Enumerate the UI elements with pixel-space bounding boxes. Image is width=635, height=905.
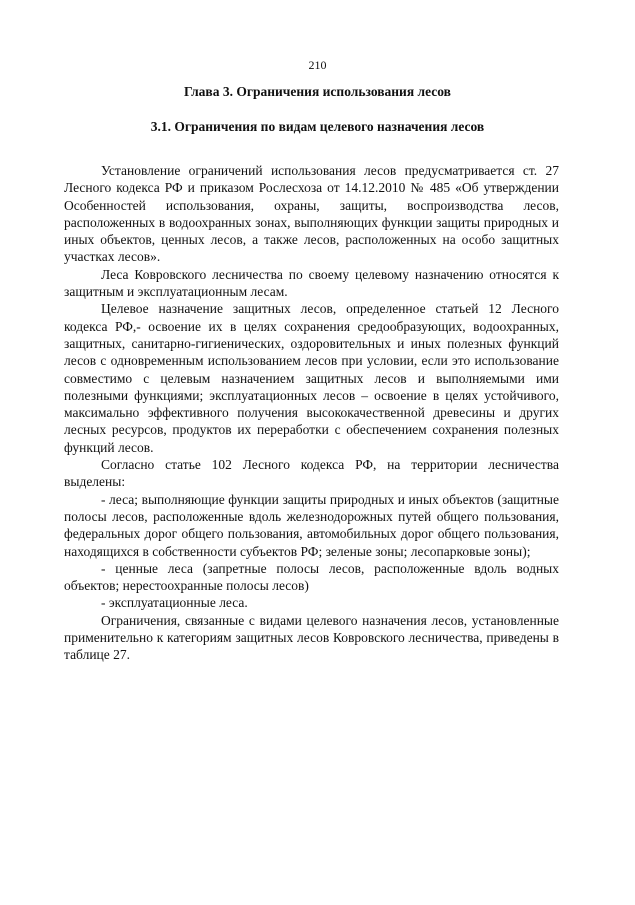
paragraph-purpose: Целевое назначение защитных лесов, определенное статьей 12 Лесного кодекса РФ,- освоение их в целях сохранения средообразующих, водоохранных, защитных, санитарно-гигиенических, оздоровительных и иных полезных функций лесов с одновременным использованием лесов при условии, если это использование совместимо с целевым назначением защитных лесов и выполняемыми ими полезными функциями; эксплуатационных лесов – освоение в целях устойчивого, максимально эффективного получения высококачественной древесины и других лесных ресурсов, продуктов их переработки с обеспечением сохранения полезных функций лесов. bbox=[64, 301, 559, 455]
paragraph-table-reference: Ограничения, связанные с видами целевого назначения лесов, установленные применительно к категориям защитных лесов Ковровского лесничества, приведены в таблице 27. bbox=[64, 612, 559, 663]
paragraph-restrictions-basis: Установление ограничений использования лесов предусматривается ст. 27 Лесного кодекса РФ и приказом Рослесхоза от 14.12.2010 № 485 «Об утверждении Особенностей использования, охраны, защиты, воспроизводства лесов, расположенных в водоохранных зонах, выполняющих функции защиты природных и иных объектов, ценных лесов, а также лесов, расположенных на особо защитных участках лесов». bbox=[64, 163, 559, 265]
paragraph-article-102: Согласно статье 102 Лесного кодекса РФ, на территории лесничества выделены: bbox=[64, 457, 559, 490]
page-number: 210 bbox=[308, 58, 327, 72]
list-item-exploitation-forests: - эксплуатационные леса. bbox=[101, 595, 248, 611]
body-text bbox=[64, 162, 559, 664]
list-item-protective-forests: - леса; выполняющие функции защиты природных и иных объектов (защитные полосы лесов, расположенные вдоль железнодорожных путей общего пользования, федеральных дорог общего пользования, автомобильных дорог общего пользования, находящихся в собственности субъектов РФ; зеленые зоны; лесопарковые зоны); bbox=[64, 491, 559, 559]
section-title: 3.1. Ограничения по видам целевого назначения лесов bbox=[150, 119, 485, 134]
paragraph-forest-types: Леса Ковровского лесничества по своему целевому назначению относятся к защитным и эксплуатационным лесам. bbox=[64, 266, 559, 300]
list-item-valuable-forests: - ценные леса (запретные полосы лесов, расположенные вдоль водных объектов; нерестоохранные полосы лесов) bbox=[64, 560, 559, 594]
chapter-title: Глава 3. Ограничения использования лесов bbox=[184, 84, 451, 99]
